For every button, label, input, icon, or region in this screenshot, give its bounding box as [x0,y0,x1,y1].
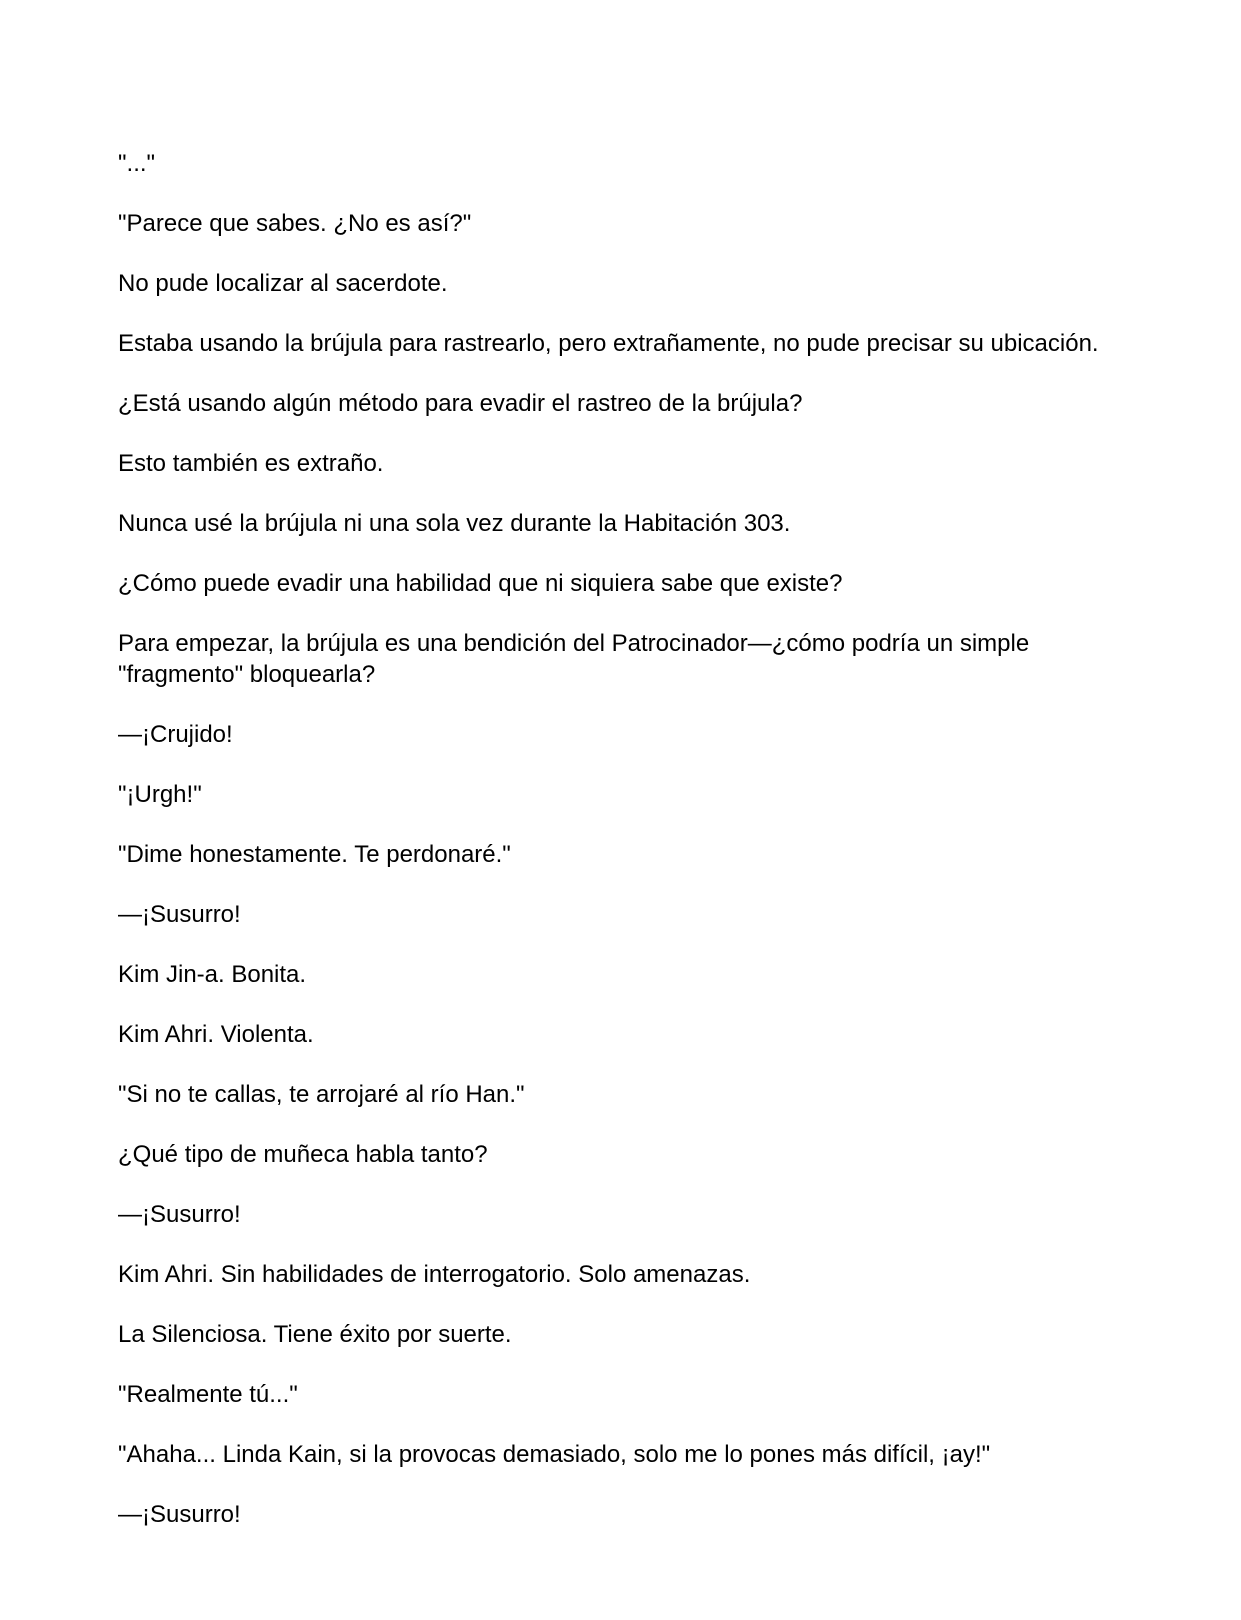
paragraph: —¡Crujido! [118,721,233,748]
paragraph: "Parece que sabes. ¿No es así?" [118,210,472,237]
paragraph: "Si no te callas, te arrojaré al río Han." [118,1081,525,1108]
paragraph: Para empezar, la brújula es una bendición del Patrocinador—¿cómo podría un simple "fragmento" bloquearla? [118,630,1030,688]
paragraph: Estaba usando la brújula para rastrearlo, pero extrañamente, no pude precisar su ubicación. [118,330,1099,357]
paragraph: —¡Susurro! [118,1501,241,1528]
paragraph: Kim Jin-a. Bonita. [118,961,307,988]
paragraph: "Dime honestamente. Te perdonaré." [118,841,511,868]
body-text [118,148,1108,1559]
paragraph: Kim Ahri. Sin habilidades de interrogatorio. Solo amenazas. [118,1261,751,1288]
paragraph: "..." [118,150,156,177]
paragraph: —¡Susurro! [118,901,241,928]
paragraph: "¡Urgh!" [118,781,202,808]
paragraph: La Silenciosa. Tiene éxito por suerte. [118,1321,512,1348]
paragraph: Esto también es extraño. [118,450,384,477]
paragraph: ¿Cómo puede evadir una habilidad que ni siquiera sabe que existe? [118,570,843,597]
paragraph: ¿Está usando algún método para evadir el rastreo de la brújula? [118,390,803,417]
paragraph: "Realmente tú..." [118,1381,298,1408]
paragraph: Kim Ahri. Violenta. [118,1021,314,1048]
paragraph: "Ahaha... Linda Kain, si la provocas demasiado, solo me lo pones más difícil, ¡ay!" [118,1441,991,1468]
paragraph: —¡Susurro! [118,1201,241,1228]
paragraph: No pude localizar al sacerdote. [118,270,448,297]
paragraph: ¿Qué tipo de muñeca habla tanto? [118,1141,488,1168]
paragraph: Nunca usé la brújula ni una sola vez durante la Habitación 303. [118,510,791,537]
